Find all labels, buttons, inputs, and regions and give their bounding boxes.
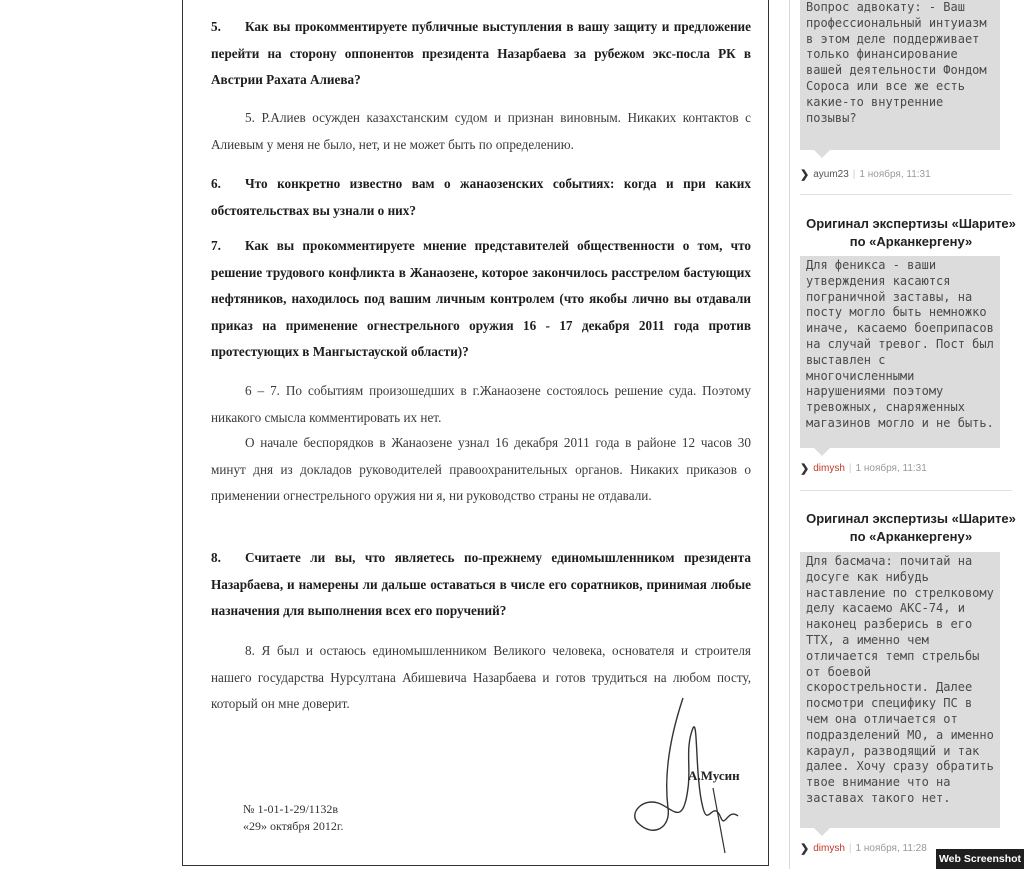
question-text: Как вы прокомментируете мнение представителей общественности о том, что решение трудового конфликта в Жанаозене, которое закончилось расстрелом бастующих нефтяников, находилось под вашим личным контролем (что якобы лично вы отдавали приказ на применение огнестрельного оружия 16 - 17 декабря 2011 года против протестующих в Мангыстауской области)?	[211, 238, 751, 359]
answer-6-7-paragraph-1: 6 – 7. По событиям произошедших в г.Жанаозене состоялось решение суда. Поэтому никакого смысла комментировать их нет.	[211, 383, 751, 425]
question-number: 6.	[211, 176, 221, 191]
scanned-document	[182, 0, 769, 866]
comment-3-body: Для басмача: почитай на досуге как нибудь наставление по стрелковому делу касаемо АКС-74, и наконец разберись в его ТТХ, а именно чем отличается темп стрельбы от боевой скорострельности. Далее посмотри специфику ПС в чем она отличается от подразделений МО, а именно караул, разводящий и так далее. Хочу сразу обратить твое внимание что на заставах такого нет.	[800, 552, 1000, 828]
reply-arrow-icon: ❯	[800, 169, 810, 181]
comment-date: 1 ноября, 11:31	[859, 169, 931, 180]
question-text: Как вы прокомментируете публичные выступления в вашу защиту и предложение перейти на сторону оппонентов президента Назарбаева за рубежом экс-посла РК в Австрии Рахата Алиева?	[211, 19, 751, 87]
web-screenshot-watermark: Web Screenshot	[936, 849, 1024, 869]
comment-divider	[800, 194, 1012, 195]
document-body	[183, 0, 768, 865]
reply-arrow-icon: ❯	[800, 463, 810, 475]
comment-author-link[interactable]: dimysh	[813, 843, 845, 854]
comment-author-link[interactable]: dimysh	[813, 463, 845, 474]
reply-arrow-icon: ❯	[800, 843, 810, 855]
comment-1-body: Вопрос адвокату: - Ваш профессиональный интуиазм в этом деле поддерживает только финансирование вашей деятельности Фондом Сороса или все же есть какие-то внутренние позывы?	[800, 0, 1000, 150]
question-number: 5.	[211, 19, 221, 34]
comment-author-link[interactable]: ayum23	[813, 169, 849, 180]
comment-1-meta: ❯ ayum23 | 1 ноября, 11:31	[800, 169, 931, 181]
question-text: Считаете ли вы, что являетесь по-прежнему единомышленником президента Назарбаева, и намерены ли дальше оставаться в числе его соратников, принимая любые назначения для выполнения всех его поручений?	[211, 550, 751, 618]
question-7	[211, 233, 751, 366]
answer-5: 5. Р.Алиев осужден казахстанским судом и признан виновным. Никаких контактов с Алиевым у меня не было, нет, и не может быть по определению.	[211, 110, 751, 152]
comment-date: 1 ноября, 11:28	[855, 843, 927, 854]
document-reference	[243, 801, 343, 835]
comment-2-meta: ❯ dimysh | 1 ноября, 11:31	[800, 463, 927, 475]
comment-3-meta: ❯ dimysh | 1 ноября, 11:28	[800, 843, 927, 855]
question-8	[211, 545, 751, 625]
question-text: Что конкретно известно вам о жанаозенских событиях: когда и при каких обстоятельствах вы узнали о них?	[211, 176, 751, 218]
document-number: № 1-01-1-29/1132в	[243, 802, 338, 816]
question-number: 8.	[211, 550, 221, 565]
comment-date: 1 ноября, 11:31	[855, 463, 927, 474]
answer-8: 8. Я был и остаюсь единомышленником Великого человека, основателя и строителя нашего государства Нурсултана Абишевича Назарбаева и готов трудиться на любом посту, который он мне доверит.	[211, 643, 751, 711]
question-number: 7.	[211, 238, 221, 253]
comment-3-title[interactable]: Оригинал экспертизы «Шарите» по «Арканкергену»	[806, 511, 1016, 544]
comment-divider	[800, 490, 1012, 491]
question-5	[211, 14, 751, 94]
document-date: «29» октября 2012г.	[243, 819, 344, 833]
comment-2-title[interactable]: Оригинал экспертизы «Шарите» по «Арканкергену»	[806, 216, 1016, 249]
question-6	[211, 171, 751, 224]
comment-2-body: Для феникса - ваши утверждения касаются пограничной заставы, на посту могло быть немножко иначе, касаемо боеприпасов на случай тревог. Пост был выставлен с многочисленными нарушениями поэтому тревожных, снаряженных магазинов могло и не быть.	[800, 256, 1000, 448]
comments-sidebar	[789, 0, 1024, 869]
answer-6-7-paragraph-2: О начале беспорядков в Жанаозене узнал 16 декабря 2011 года в районе 12 часов 30 минут дня из докладов руководителей правоохранительных органов. Никаких приказов о применении огнестрельного оружия ни я, ни руководство страны не отдавали.	[211, 435, 751, 503]
signer-name: А.Мусин	[688, 768, 740, 783]
